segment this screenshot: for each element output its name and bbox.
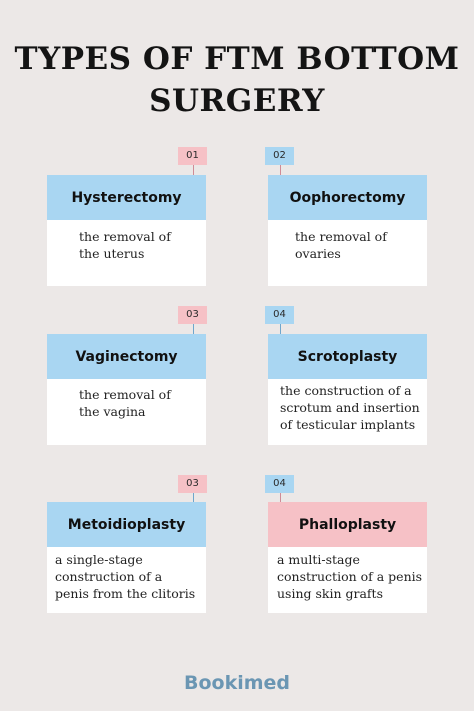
procedure-description: [47, 220, 206, 286]
procedure-name: Metoidioplasty: [47, 502, 206, 547]
description-line: construction of a: [55, 569, 163, 584]
procedure-name: Scrotoplasty: [268, 334, 427, 379]
card-number-badge: 04: [265, 475, 294, 493]
description-line: ovaries: [295, 246, 341, 261]
card-number-badge: 02: [265, 147, 294, 165]
description-line: the removal of: [295, 229, 387, 244]
brand-logo: Bookimed: [183, 672, 291, 694]
procedure-description: [268, 547, 427, 613]
description-line: the removal of: [79, 387, 171, 402]
procedure-name: Hysterectomy: [47, 175, 206, 220]
page-title-line-1: TYPES OF FTM BOTTOM: [14, 41, 460, 77]
procedure-description: [47, 547, 206, 613]
page-title-line-2: SURGERY: [149, 83, 325, 119]
description-line: the removal of: [79, 229, 171, 244]
description-line: the construction of a: [280, 383, 412, 398]
description-line: using skin grafts: [277, 586, 383, 601]
description-line: the vagina: [79, 404, 146, 419]
description-line: the uterus: [79, 246, 145, 261]
card-number-badge: 01: [178, 147, 207, 165]
description-line: a single-stage: [55, 552, 143, 567]
description-line: construction of a penis: [277, 569, 423, 584]
description-line: penis from the clitoris: [55, 586, 196, 601]
description-line: a multi-stage: [277, 552, 360, 567]
card-number-badge: 04: [265, 306, 294, 324]
description-line: of testicular implants: [280, 417, 416, 432]
description-line: scrotum and insertion: [280, 400, 420, 415]
procedure-name: Vaginectomy: [47, 334, 206, 379]
procedure-description: [268, 379, 427, 445]
card-number-badge: 03: [178, 306, 207, 324]
procedure-name: Oophorectomy: [268, 175, 427, 220]
procedure-description: [47, 379, 206, 445]
procedure-name: Phalloplasty: [268, 502, 427, 547]
procedure-description: [268, 220, 427, 286]
card-number-badge: 03: [178, 475, 207, 493]
page-title: [0, 38, 474, 122]
